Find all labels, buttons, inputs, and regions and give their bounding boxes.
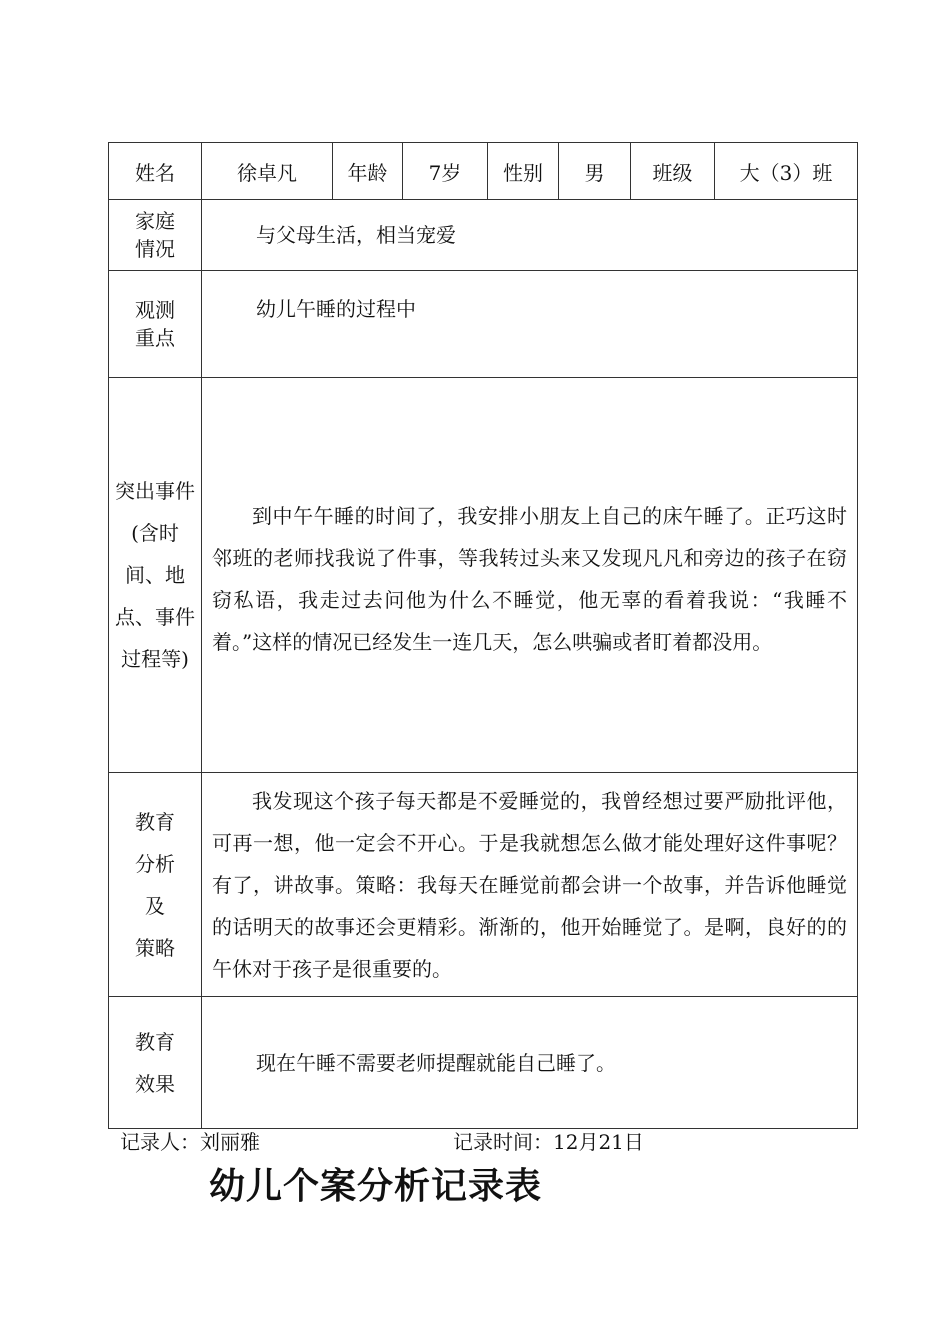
- class-label: 班级: [631, 143, 715, 200]
- age-label: 年龄: [333, 143, 403, 200]
- event-content: 到中午午睡的时间了，我安排小朋友上自己的床午睡了。正巧这时邻班的老师找我说了件事，等我转过头来又发现凡凡和旁边的孩子在窃窃私语，我走过去问他为什么不睡觉，他无辜的看着我说：“我睡不着。”这样的情况已经发生一连几天，怎么哄骗或者盯着都没用。: [202, 378, 858, 773]
- family-content: 与父母生活，相当宠爱: [202, 200, 858, 271]
- info-row: [109, 143, 858, 200]
- focus-label: [109, 271, 202, 378]
- effect-label-line2: 效果: [135, 1071, 175, 1096]
- effect-content: 现在午睡不需要老师提醒就能自己睡了。: [202, 997, 858, 1129]
- gender-value: 男: [559, 143, 631, 200]
- analysis-label-line3: 及: [145, 893, 165, 918]
- name-value: 徐卓凡: [202, 143, 333, 200]
- effect-label: [109, 997, 202, 1129]
- focus-row: [109, 271, 858, 378]
- record-table: [108, 142, 858, 1129]
- family-label-line1: 家庭: [135, 209, 175, 233]
- recorder: 记录人：刘丽雅: [120, 1130, 260, 1154]
- event-label: 突出事件(含时间、地点、事件过程等): [109, 378, 202, 773]
- gender-label: 性别: [488, 143, 559, 200]
- age-value: 7岁: [403, 143, 488, 200]
- name-label: 姓名: [109, 143, 202, 200]
- analysis-label-line2: 分析: [135, 851, 175, 876]
- analysis-label: [109, 773, 202, 997]
- class-value: 大（3）班: [715, 143, 858, 200]
- effect-row: [109, 997, 858, 1129]
- analysis-label-line4: 策略: [135, 935, 175, 960]
- effect-label-line1: 教育: [135, 1029, 175, 1054]
- event-row: [109, 378, 858, 773]
- analysis-row: [109, 773, 858, 997]
- focus-label-line1: 观测: [135, 298, 175, 322]
- analysis-content: 我发现这个孩子每天都是不爱睡觉的，我曾经想过要严励批评他，可再一想，他一定会不开心。于是我就想怎么做才能处理好这件事呢？有了，讲故事。策略：我每天在睡觉前都会讲一个故事，并告诉他睡觉的话明天的故事还会更精彩。渐渐的，他开始睡觉了。是啊，良好的的午休对于孩子是很重要的。: [202, 773, 858, 997]
- record-time: 记录时间：12月21日: [453, 1130, 644, 1154]
- focus-content: 幼儿午睡的过程中: [202, 271, 858, 378]
- family-label-line2: 情况: [135, 237, 175, 261]
- focus-label-line2: 重点: [135, 326, 175, 350]
- document-title: 幼儿个案分析记录表: [209, 1165, 543, 1207]
- analysis-label-line1: 教育: [135, 809, 175, 834]
- family-label: [109, 200, 202, 271]
- family-row: [109, 200, 858, 271]
